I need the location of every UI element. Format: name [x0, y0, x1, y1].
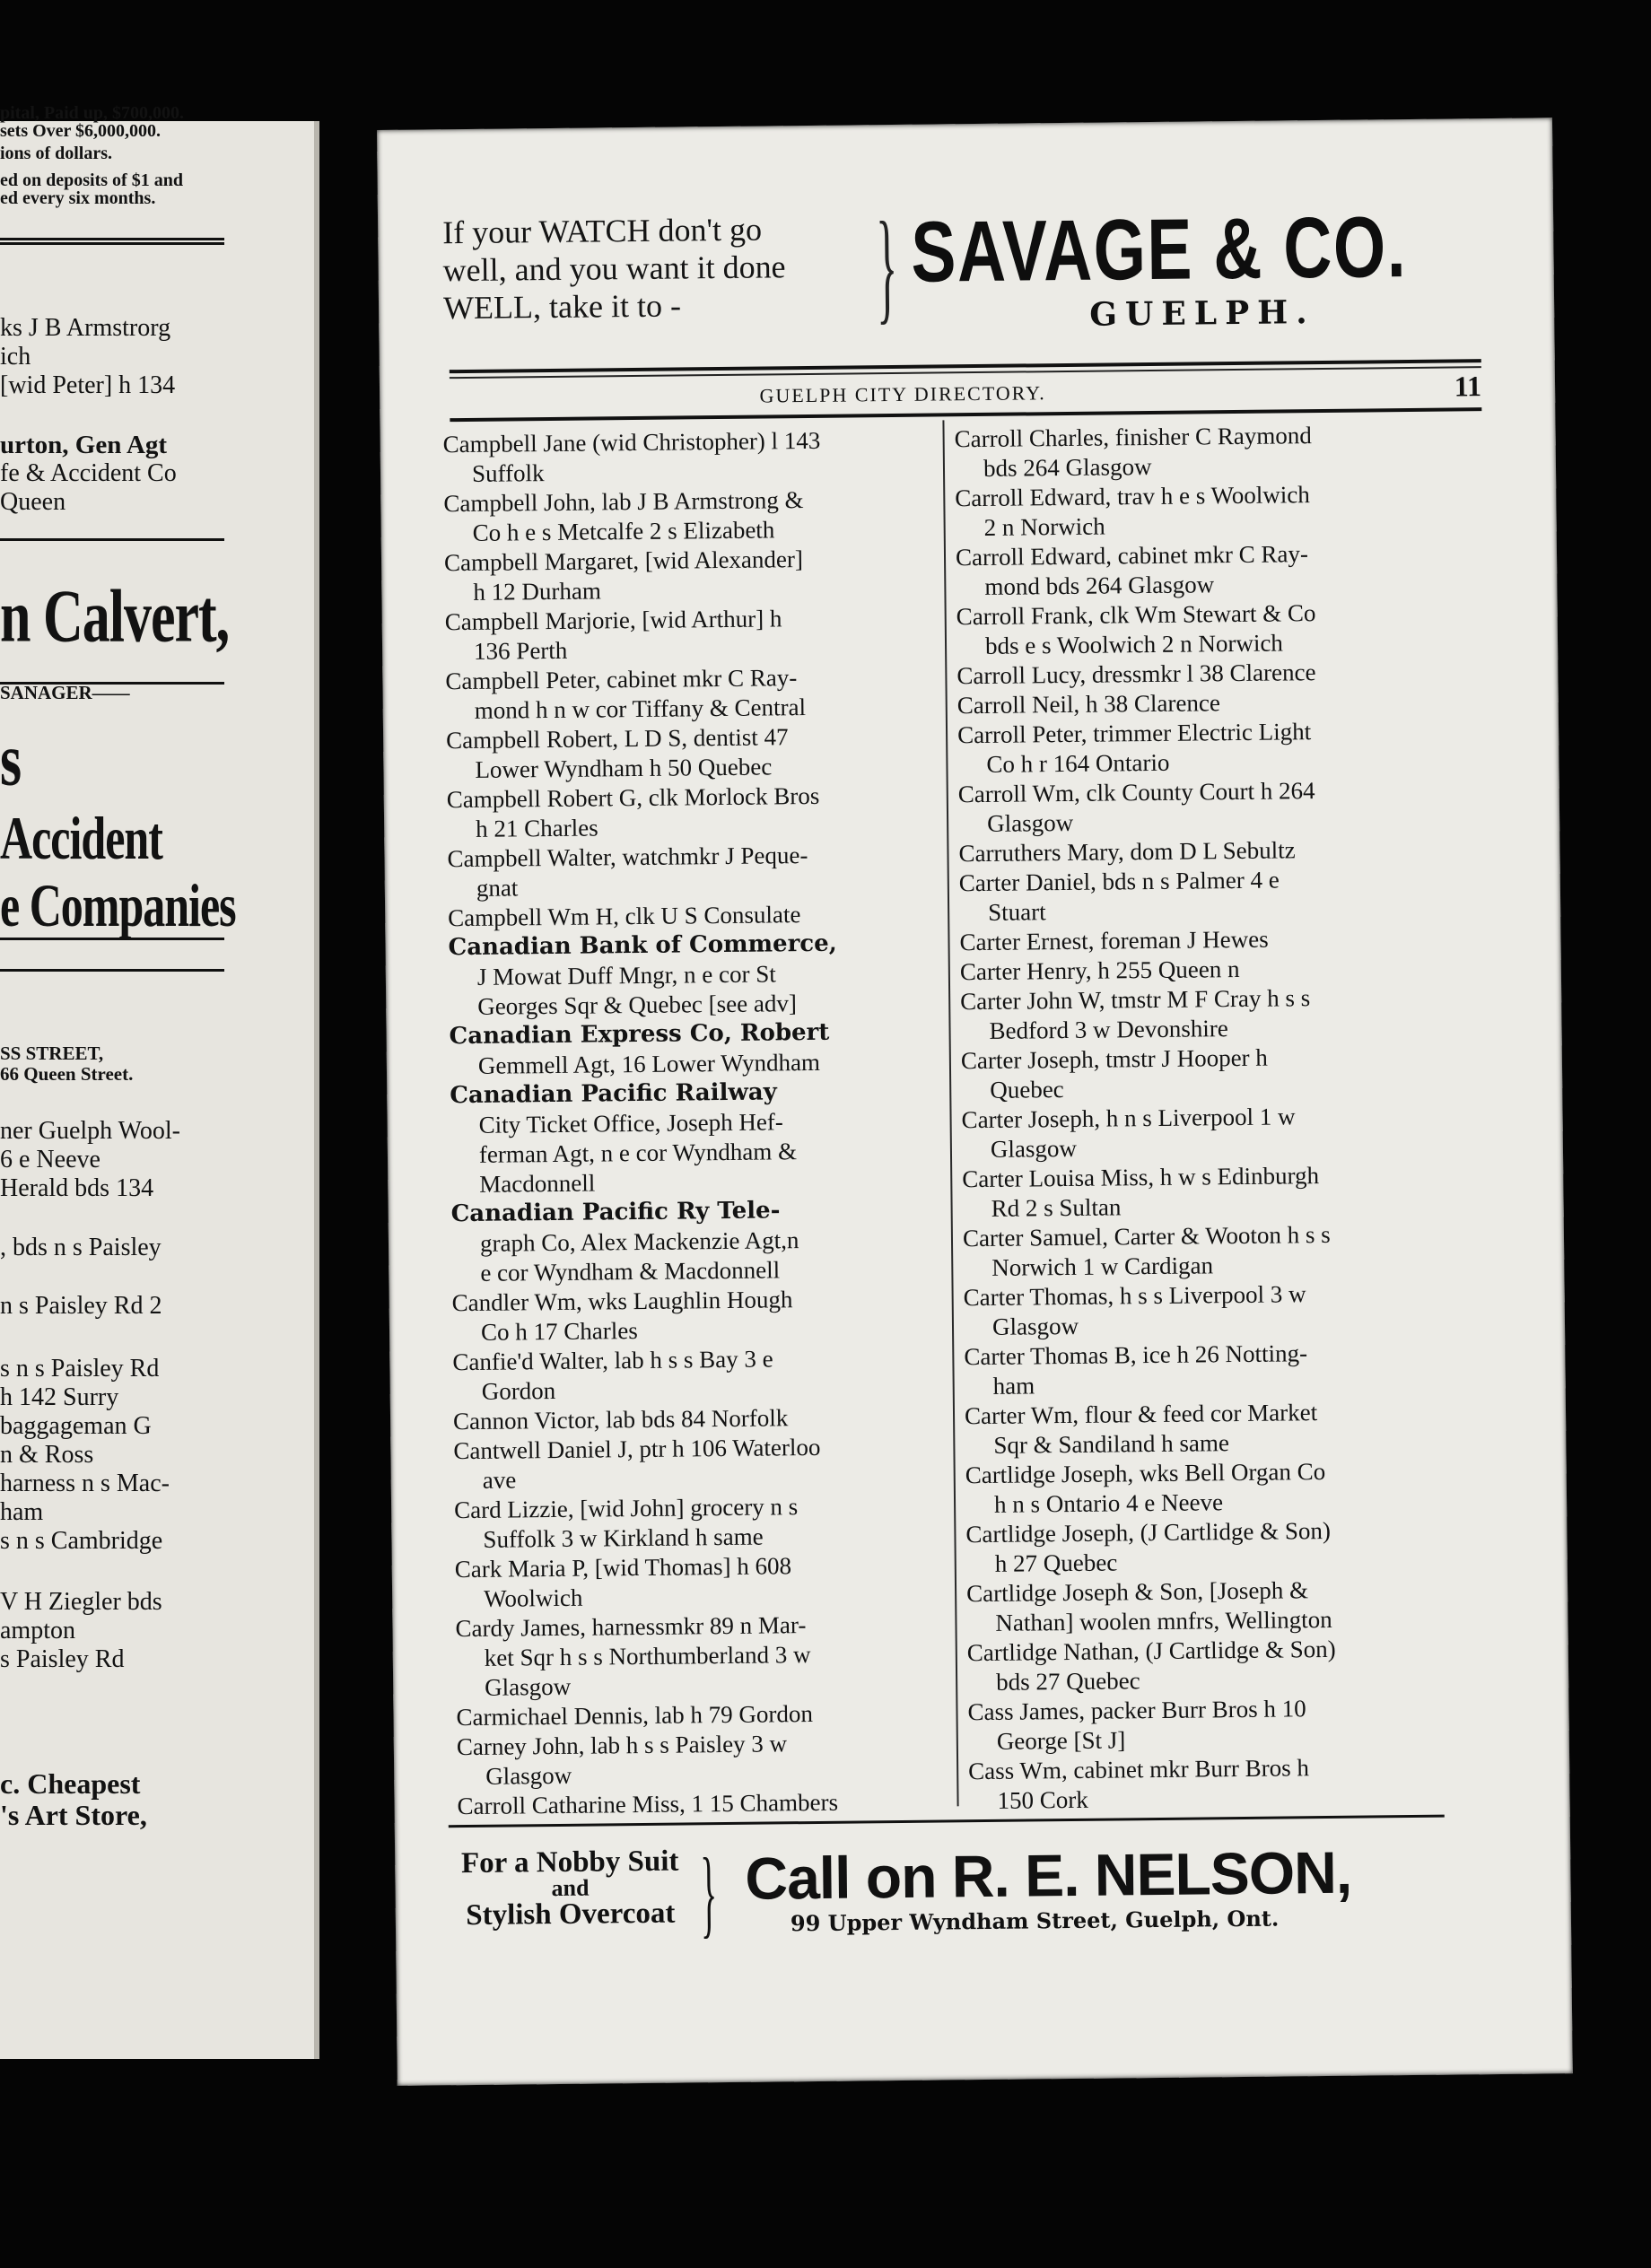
directory-entry — [443, 424, 938, 489]
watch-ad-line-3: WELL, take it to - — [442, 287, 682, 327]
left-page-text-line: s n s Paisley Rd — [0, 1355, 160, 1383]
left-page-text-line: c. Cheapest — [0, 1767, 141, 1800]
entry-continuation-line: Suffolk 3 w Kirkland h same — [483, 1522, 764, 1553]
left-page-ad-heading: n Calvert, — [0, 575, 230, 659]
directory-entry — [449, 1016, 943, 1081]
directory-entry — [444, 543, 939, 607]
directory-entry — [965, 1396, 1486, 1461]
left-page-rule — [0, 969, 224, 972]
directory-entry — [966, 1574, 1488, 1638]
entry-continuation-line: Macdonnell — [479, 1169, 596, 1198]
directory-entry — [955, 478, 1476, 543]
entry-name-line: Carmichael Dennis, lab h 79 Gordon — [456, 1700, 814, 1732]
entry-name-line: Cartlidge Nathan, (J Cartlidge & Son) — [966, 1635, 1336, 1667]
directory-entry — [447, 839, 941, 903]
entry-continuation-line: bds 27 Quebec — [995, 1667, 1140, 1696]
entry-name-line: Carroll Lucy, dressmkr l 38 Clarence — [957, 659, 1316, 690]
left-page-text-line: ed on deposits of $1 and — [0, 170, 183, 190]
left-page-text-line: SANAGER—— — [0, 682, 130, 703]
directory-entry — [968, 1751, 1489, 1816]
left-page-rule — [0, 242, 224, 245]
left-page-text-line: ner Guelph Wool- — [0, 1117, 180, 1145]
left-page-text-line: 's Art Store, — [0, 1799, 147, 1831]
directory-entry — [965, 1455, 1487, 1520]
directory-entry — [967, 1692, 1489, 1757]
entry-name-line: Carter Joseph, h n s Liverpool 1 w — [961, 1103, 1296, 1134]
entry-continuation-line: Quebec — [990, 1076, 1064, 1103]
directory-entry — [450, 1076, 944, 1199]
entry-name-line: Carter Thomas B, ice h 26 Notting- — [964, 1339, 1308, 1371]
entry-continuation-line: Glasgow — [991, 1312, 1079, 1340]
footer-brace: } — [699, 1837, 718, 1948]
directory-entry — [961, 1100, 1482, 1165]
entry-name-line: Carter Henry, h 255 Queen n — [959, 955, 1240, 986]
entry-continuation-line: h 12 Durham — [473, 577, 602, 606]
left-page-text-line: harness n s Mac- — [0, 1470, 170, 1497]
left-page-text-line: ampton — [0, 1617, 75, 1644]
entry-name-line: Carroll Neil, h 38 Clarence — [957, 689, 1221, 720]
entry-continuation-line: gnat — [476, 874, 519, 902]
watch-ad-line-1: If your WATCH don't go — [441, 211, 763, 251]
entry-name-line: Canfie'd Walter, lab h s s Bay 3 e — [452, 1345, 773, 1376]
directory-entry — [967, 1633, 1489, 1697]
entry-name-line: Card Lizzie, [wid John] grocery n s — [453, 1493, 799, 1524]
entry-continuation-line: Bedford 3 w Devonshire — [989, 1015, 1228, 1044]
entry-name-line: Carter John W, tmstr M F Cray h s s — [960, 984, 1311, 1016]
entry-continuation-line: 150 Cork — [997, 1785, 1088, 1814]
directory-entry — [453, 1431, 948, 1496]
left-page-text-line: ich — [0, 343, 31, 371]
entry-name-line: Cartlidge Joseph, (J Cartlidge & Son) — [965, 1516, 1332, 1548]
directory-entry — [454, 1490, 948, 1555]
left-page-ad-heading: s — [0, 719, 22, 802]
footer-advertisement — [440, 1836, 1500, 1982]
entry-continuation-line: Rd 2 s Sultan — [991, 1193, 1122, 1222]
nelson-ad-tagline — [440, 1845, 701, 1932]
entry-name-line: Campbell Marjorie, [wid Arthur] h — [444, 605, 782, 636]
left-column — [443, 424, 951, 1821]
entry-continuation-line: 2 n Norwich — [983, 512, 1105, 541]
entry-name-line: Campbell John, lab J B Armstrong & — [443, 486, 804, 518]
left-page-text-line: ham — [0, 1498, 44, 1526]
directory-entry — [963, 1218, 1484, 1283]
entry-continuation-line: Gordon — [481, 1376, 556, 1405]
entry-name-line: Carter Ernest, foreman J Hewes — [959, 925, 1269, 956]
entry-continuation-line: mond h n w cor Tiffany & Central — [474, 693, 807, 724]
entry-continuation-line: Co h 17 Charles — [480, 1317, 638, 1346]
left-page-text-line: ions of dollars. — [0, 144, 113, 163]
left-page-text-line: pital, Paid up, $700,000. — [0, 103, 185, 123]
entry-name-line: Carter Daniel, bds n s Palmer 4 e — [958, 866, 1280, 897]
entry-continuation-line: Georges Sqr & Quebec [see adv] — [477, 990, 798, 1020]
entry-continuation-line: ferman Agt, n e cor Wyndham & — [478, 1138, 798, 1168]
directory-entry — [956, 537, 1477, 602]
entry-continuation-line: Gemmell Agt, 16 Lower Wyndham — [477, 1048, 821, 1079]
entry-name-line: Campbell Margaret, [wid Alexander] — [443, 545, 804, 577]
left-page-text-line: urton, Gen Agt — [0, 431, 168, 459]
left-page-text-line: V H Ziegler bds — [0, 1588, 162, 1616]
header-advertisement — [442, 197, 1476, 361]
left-page-rule — [0, 238, 224, 240]
left-page-text-line: , bds n s Paisley — [0, 1234, 162, 1261]
directory-entry — [957, 597, 1478, 661]
entry-continuation-line: City Ticket Office, Joseph Hef- — [478, 1108, 783, 1138]
entry-name-line: Cannon Victor, lab bds 84 Norfolk — [452, 1404, 789, 1435]
entry-continuation-line: bds 264 Glasgow — [983, 452, 1152, 482]
entry-continuation-line: Co h r 164 Ontario — [986, 748, 1170, 778]
entry-name-line: Carroll Wm, clk County Court h 264 — [957, 777, 1315, 808]
tagline-line-1: For a Nobby Suit — [460, 1845, 679, 1880]
entry-continuation-line: ham — [992, 1372, 1035, 1400]
entry-continuation-line: h 27 Quebec — [994, 1548, 1118, 1577]
directory-entry — [447, 780, 941, 844]
entry-continuation-line: ave — [482, 1466, 517, 1494]
directory-entry — [961, 1041, 1482, 1105]
entry-continuation-line: George [St J] — [996, 1726, 1126, 1755]
directory-entry — [457, 1786, 950, 1821]
tagline-line-2: and — [551, 1874, 590, 1902]
entry-continuation-line: Suffolk — [471, 459, 545, 487]
directory-title: GUELPH CITY DIRECTORY. — [759, 381, 1046, 407]
entry-continuation-line: h n s Ontario 4 e Neeve — [993, 1488, 1224, 1518]
directory-entry — [452, 1342, 947, 1407]
entry-name-line: Carroll Edward, trav h e s Woolwich — [955, 481, 1310, 512]
entry-continuation-line: Sqr & Sandiland h same — [993, 1429, 1230, 1459]
entry-name-line: Campbell Wm H, clk U S Consulate — [448, 901, 801, 932]
entry-name-line: Canadian Pacific Ry Tele- — [450, 1197, 781, 1228]
entry-name-line: Cardy James, harnessmkr 89 n Mar- — [455, 1611, 807, 1643]
directory-entry — [445, 661, 939, 726]
left-page-text-line: SS STREET, — [0, 1042, 104, 1064]
entry-name-line: Campbell Peter, cabinet mkr C Ray- — [445, 664, 798, 695]
entry-continuation-line: Stuart — [988, 898, 1046, 926]
entry-name-line: Canadian Express Co, Robert — [449, 1018, 830, 1051]
entry-continuation-line: Lower Wyndham h 50 Quebec — [475, 753, 773, 783]
savage-company-name: SAVAGE & CO. — [910, 198, 1408, 301]
left-page-text-line: n & Ross — [0, 1441, 94, 1469]
entry-name-line: Candler Wm, wks Laughlin Hough — [451, 1286, 793, 1317]
left-page-text-line: fe & Accident Co — [0, 459, 177, 487]
directory-entry — [959, 863, 1481, 928]
entry-continuation-line: e cor Wyndham & Macdonnell — [480, 1256, 781, 1287]
page-number: 11 — [1454, 370, 1482, 403]
directory-entry — [963, 1278, 1484, 1342]
right-column — [954, 419, 1489, 1816]
directory-entry — [962, 1159, 1483, 1224]
left-page-text-line: Queen — [0, 488, 66, 516]
entry-name-line: Carter Louisa Miss, h w s Edinburgh — [962, 1162, 1320, 1193]
entry-continuation-line: Glasgow — [485, 1761, 572, 1790]
entry-name-line: Carroll Frank, clk Wm Stewart & Co — [956, 599, 1316, 631]
entry-name-line: Carruthers Mary, dom D L Sebultz — [958, 836, 1296, 868]
left-page-text-line: s n s Cambridge — [0, 1527, 163, 1555]
entry-name-line: Cass Wm, cabinet mkr Burr Bros h — [968, 1754, 1310, 1785]
directory-entry — [965, 1514, 1487, 1579]
entry-name-line: Cass James, packer Burr Bros h 10 — [967, 1695, 1306, 1726]
entry-continuation-line: Woolwich — [483, 1583, 583, 1612]
entry-continuation-line: 136 Perth — [473, 636, 568, 665]
left-adjacent-page — [0, 103, 319, 2059]
nelson-address: 99 Upper Wyndham Street, Guelph, Ont. — [790, 1905, 1280, 1937]
entry-name-line: Carter Wm, flour & feed cor Market — [964, 1399, 1318, 1430]
entry-continuation-line: bds e s Woolwich 2 n Norwich — [984, 629, 1283, 659]
savage-city-name: GUELPH. — [1088, 293, 1315, 334]
directory-page — [377, 118, 1573, 2086]
directory-entry — [457, 1727, 951, 1792]
entry-name-line: Cartlidge Joseph, wks Bell Organ Co — [965, 1458, 1326, 1489]
entry-continuation-line: Norwich 1 w Cardigan — [991, 1252, 1214, 1281]
directory-entry — [443, 484, 938, 548]
entry-continuation-line: Glasgow — [986, 808, 1074, 837]
directory-entry — [450, 1194, 945, 1288]
entry-continuation-line: h 21 Charles — [476, 814, 598, 842]
left-page-text-line: ks J B Armstrorg — [0, 314, 171, 342]
left-page-rule — [0, 538, 224, 541]
left-page-rule — [0, 938, 224, 940]
entry-name-line: Cark Maria P, [wid Thomas] h 608 — [454, 1552, 792, 1583]
entry-name-line: Cantwell Daniel J, ptr h 106 Waterloo — [453, 1433, 821, 1465]
tagline-line-3: Stylish Overcoat — [466, 1897, 676, 1932]
entry-continuation-line: graph Co, Alex Mackenzie Agt,n — [479, 1226, 799, 1257]
left-page-text-line: s Paisley Rd — [0, 1645, 125, 1673]
entry-continuation-line: Glasgow — [990, 1134, 1078, 1163]
entry-continuation-line: Co h e s Metcalfe 2 s Elizabeth — [472, 516, 775, 546]
entry-name-line: Carroll Edward, cabinet mkr C Ray- — [955, 540, 1309, 571]
directory-entry — [448, 928, 942, 1022]
watch-ad-line-2: well, and you want it done — [442, 249, 786, 289]
entry-name-line: Canadian Pacific Railway — [450, 1078, 777, 1110]
left-page-rule — [0, 682, 224, 685]
header-brace: } — [875, 196, 898, 336]
entry-name-line: Campbell Jane (wid Christopher) l 143 — [442, 426, 821, 458]
directory-entry — [957, 715, 1479, 780]
left-page-text-line: n s Paisley Rd 2 — [0, 1292, 162, 1320]
entry-name-line: Carter Thomas, h s s Liverpool 3 w — [963, 1280, 1306, 1312]
left-page-text-line: Herald bds 134 — [0, 1174, 154, 1202]
directory-entry — [954, 419, 1475, 484]
entry-continuation-line: Nathan] woolen mnfrs, Wellington — [995, 1605, 1332, 1636]
entry-name-line: Canadian Bank of Commerce, — [448, 929, 837, 962]
entry-name-line: Carroll Charles, finisher C Raymond — [954, 422, 1312, 453]
left-page-ad-heading: e Companies — [0, 871, 236, 939]
watch-ad-text — [442, 210, 786, 327]
directory-entry — [452, 1283, 947, 1348]
directory-entry — [455, 1609, 949, 1703]
left-page-text-line: 66 Queen Street. — [0, 1063, 134, 1085]
entry-name-line: Campbell Walter, watchmkr J Peque- — [447, 842, 808, 873]
left-page-ad-heading: Accident — [0, 804, 162, 872]
left-page-text-line: 6 e Neeve — [0, 1146, 100, 1173]
entry-continuation-line: Glasgow — [485, 1672, 572, 1701]
entry-name-line: Carter Samuel, Carter & Wooton h s s — [962, 1220, 1331, 1252]
entry-continuation-line: J Mowat Duff Mngr, n e cor St — [476, 960, 776, 990]
left-page-text-line: sets Over $6,000,000. — [0, 121, 162, 141]
entry-name-line: Carroll Peter, trimmer Electric Light — [957, 718, 1312, 749]
directory-entry — [446, 720, 940, 785]
nelson-call-text: Call on R. E. NELSON, — [745, 1838, 1352, 1912]
entry-name-line: Carter Joseph, tmstr J Hooper h — [960, 1043, 1268, 1075]
directory-entry — [960, 981, 1481, 1046]
entry-continuation-line: ket Sqr h s s Northumberland 3 w — [484, 1641, 811, 1671]
left-page-text-line: [wid Peter] h 134 — [0, 371, 176, 399]
directory-entry — [445, 602, 939, 667]
entry-name-line: Campbell Robert G, clk Morlock Bros — [446, 781, 820, 814]
directory-entry — [455, 1549, 949, 1614]
entry-name-line: Campbell Robert, L D S, dentist 47 — [445, 723, 789, 755]
entry-name-line: Carney John, lab h s s Paisley 3 w — [456, 1730, 788, 1761]
left-page-text-line: baggageman G — [0, 1412, 152, 1440]
left-page-text-line: h 142 Surry — [0, 1383, 119, 1411]
left-page-text-line: ed every six months. — [0, 188, 156, 208]
directory-entry — [958, 774, 1480, 839]
directory-entry — [964, 1337, 1485, 1401]
entry-continuation-line: mond bds 264 Glasgow — [984, 571, 1215, 600]
entry-name-line: Cartlidge Joseph & Son, [Joseph & — [965, 1576, 1309, 1608]
entry-name-line: Carroll Catharine Miss, 1 15 Chambers — [457, 1788, 839, 1820]
